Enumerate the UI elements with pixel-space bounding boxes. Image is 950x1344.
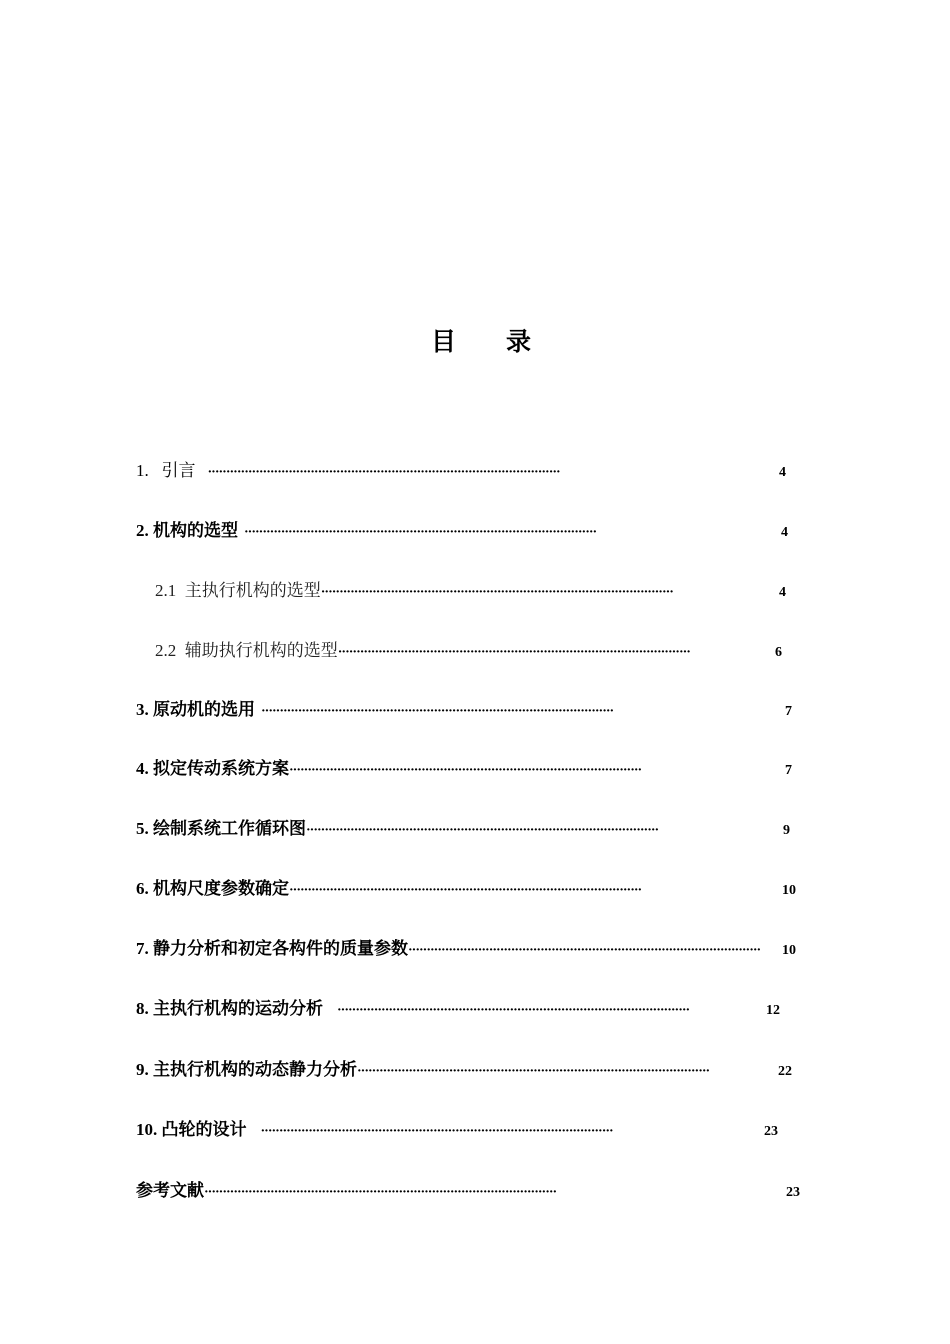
toc-page-number: 10	[782, 883, 796, 898]
toc-page-number: 23	[786, 1185, 800, 1200]
toc-leader: ································································································	[320, 585, 673, 600]
toc-leader: ································································································	[337, 1003, 690, 1018]
toc-title: 主执行机构的选型	[184, 581, 321, 601]
toc-page-number: 9	[783, 823, 790, 838]
toc-title: 机构尺度参数确定	[153, 879, 289, 899]
toc-entry-mechanism-selection[interactable]	[136, 516, 788, 542]
toc-leader: ································································································	[204, 1185, 557, 1200]
toc-number: 8.	[136, 999, 149, 1018]
toc-page-number: 4	[779, 465, 786, 480]
toc-page-number: 12	[766, 1003, 780, 1018]
toc-page-number: 22	[778, 1064, 792, 1079]
toc-page-number: 23	[764, 1124, 778, 1139]
toc-title: 静力分析和初定各构件的质量参数	[153, 939, 408, 959]
toc-leader: ································································································	[289, 763, 642, 778]
title-char-2: 录	[506, 327, 532, 356]
toc-number: 2.1	[155, 581, 177, 600]
toc-title: 绘制系统工作循环图	[153, 819, 306, 839]
toc-number: 10.	[136, 1120, 158, 1139]
toc-title: 凸轮的设计	[161, 1120, 247, 1140]
toc-entry-work-cycle[interactable]	[136, 814, 790, 840]
toc-entry-references[interactable]	[136, 1176, 800, 1202]
toc-entry-cam-design[interactable]	[136, 1115, 778, 1141]
toc-number: 2.	[136, 521, 149, 540]
toc-title: 参考文献	[136, 1181, 204, 1201]
toc-number: 3.	[136, 700, 149, 719]
toc-page-number: 4	[779, 585, 786, 600]
toc-number: 4.	[136, 759, 149, 778]
toc-leader: ································································································	[357, 1064, 710, 1079]
toc-number: 7.	[136, 939, 149, 958]
toc-leader: ································································································	[207, 465, 560, 480]
toc-number: 9.	[136, 1060, 149, 1079]
toc-leader: ································································································	[337, 645, 690, 660]
toc-page-number: 6	[775, 645, 782, 660]
toc-leader: ································································································	[306, 823, 659, 838]
toc-entry-main-mechanism[interactable]	[155, 576, 786, 602]
toc-title: 引言	[161, 461, 196, 481]
page-title	[0, 322, 950, 358]
toc-title: 机构的选型	[153, 521, 238, 541]
toc-entry-auxiliary-mechanism[interactable]	[155, 636, 782, 662]
toc-entry-kinematic-analysis[interactable]	[136, 994, 780, 1020]
toc-number: 5.	[136, 819, 149, 838]
toc-title: 主执行机构的动态静力分析	[153, 1060, 357, 1080]
toc-leader: ································································································	[261, 704, 614, 719]
toc-number: 6.	[136, 879, 149, 898]
title-char-1: 目	[430, 327, 456, 356]
toc-number: 1.	[136, 461, 149, 480]
toc-leader: ································································································	[408, 943, 761, 958]
toc-entry-dynamic-analysis[interactable]	[136, 1055, 792, 1081]
toc-entry-prime-mover[interactable]	[136, 695, 792, 721]
toc-page-number: 7	[785, 704, 792, 719]
toc-title: 原动机的选用	[153, 700, 255, 720]
toc-entry-transmission[interactable]	[136, 754, 792, 780]
toc-entry-intro[interactable]	[136, 456, 786, 482]
toc-title: 辅助执行机构的选型	[184, 641, 338, 661]
toc-page-number: 10	[782, 943, 796, 958]
toc-leader: ································································································	[260, 1124, 613, 1139]
toc-page-number: 4	[781, 525, 788, 540]
toc-number: 2.2	[155, 641, 177, 660]
toc-title: 主执行机构的运动分析	[153, 999, 323, 1019]
toc-leader: ································································································	[289, 883, 642, 898]
toc-leader: ································································································	[244, 525, 597, 540]
toc-entry-static-analysis[interactable]	[136, 934, 796, 960]
toc-page-number: 7	[785, 763, 792, 778]
toc-entry-dimension-params[interactable]	[136, 874, 796, 900]
toc-title: 拟定传动系统方案	[153, 759, 289, 779]
